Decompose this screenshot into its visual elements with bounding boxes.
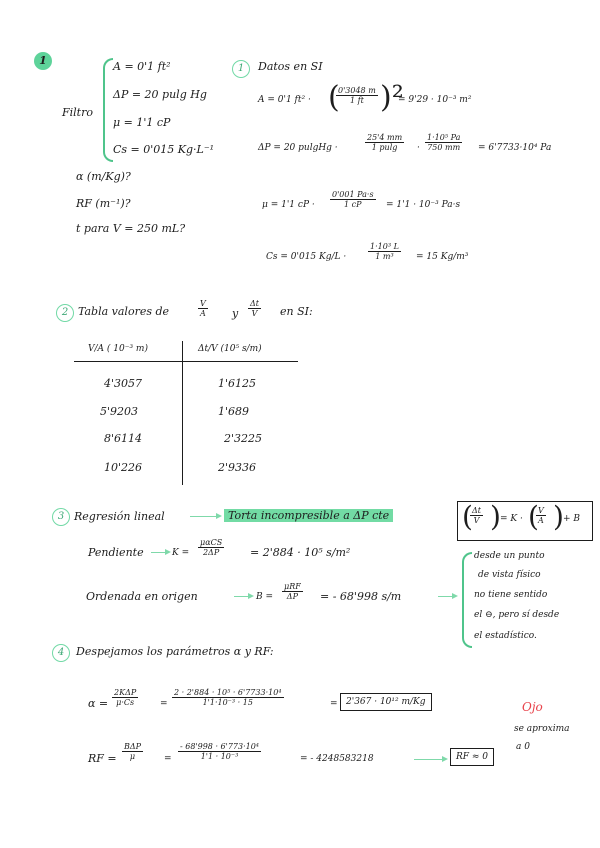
- datos-mu-result: = 1'1 · 10⁻³ Pa·s: [386, 200, 461, 210]
- eq-tail: + B: [563, 514, 581, 524]
- datos-badge: 1: [232, 60, 250, 78]
- givens-brace: [103, 58, 113, 162]
- datos-dP-result: = 6'7733·10⁴ Pa: [478, 143, 552, 153]
- note-line-1: desde un punto: [474, 551, 545, 561]
- pendiente-lhs: K =: [172, 548, 190, 558]
- rf-value: = - 4248583218: [300, 754, 374, 764]
- note-line-3: no tiene sentido: [474, 590, 548, 600]
- eq-va-frac: V A: [538, 506, 544, 525]
- datos-A-result: = 9'29 · 10⁻³ m²: [398, 95, 472, 105]
- note-brace: [462, 552, 472, 648]
- pendiente-arrow: [151, 552, 169, 553]
- tabla-row1-col2: 1'6125: [218, 377, 257, 390]
- datos-cs-lhs: Cs = 0'015 Kg/L ·: [266, 252, 347, 262]
- note-line-2: de vista físico: [478, 570, 541, 580]
- tabla-row4-col1: 10'226: [104, 461, 143, 474]
- given-concentration: Cs = 0'015 Kg·L⁻¹: [113, 143, 215, 156]
- ordenada-result: = - 68'998 s/m: [320, 590, 402, 603]
- datos-dP-dot: ·: [417, 143, 420, 153]
- note-line-4: el ⊖, pero sí desde: [474, 610, 560, 620]
- tabla-title-pre: Tabla valores de: [78, 305, 170, 318]
- unknown-time: t para V = 250 mL?: [76, 222, 186, 235]
- datos-mu-frac: 0'001 Pa·s 1 cP: [332, 190, 374, 209]
- tabla-and: y: [232, 307, 239, 320]
- alpha-frac-1: 2KΔP μ·Cs: [114, 688, 137, 707]
- regresion-badge: 3: [52, 508, 70, 526]
- eq-lhs-frac: Δt V: [472, 506, 481, 525]
- eq-paren2-open: (: [528, 500, 539, 533]
- tabla-frac-va: V A: [200, 299, 206, 318]
- ordenada-lhs: B =: [256, 592, 274, 602]
- section-1-badge: 1: [34, 52, 52, 70]
- tabla-row3-col2: 2'3225: [224, 432, 263, 445]
- eq-mid: = K ·: [500, 514, 523, 524]
- datos-dP-frac1: 25'4 mm 1 pulg: [367, 133, 403, 152]
- datos-A-paren-close: )²: [380, 80, 404, 115]
- datos-dP-frac2: 1·10⁵ Pa 750 mm: [427, 133, 461, 152]
- tabla-row3-col1: 8'6114: [104, 432, 143, 445]
- datos-cs-result: = 15 Kg/m³: [416, 252, 469, 262]
- tabla-row2-col2: 1'689: [218, 405, 250, 418]
- given-viscosity: μ = 1'1 cP: [113, 116, 171, 129]
- unknown-rf: RF (m⁻¹)?: [76, 197, 131, 210]
- tabla-row2-col1: 5'9203: [100, 405, 139, 418]
- datos-mu-lhs: μ = 1'1 cP ·: [262, 200, 315, 210]
- tabla-hline: [74, 361, 298, 362]
- tabla-row1-col1: 4'3057: [104, 377, 143, 390]
- alpha-eq2: =: [330, 699, 338, 709]
- pendiente-frac: μαCS 2ΔP: [200, 538, 223, 557]
- datos-cs-frac: 1·10³ L 1 m³: [370, 242, 399, 261]
- alpha-frac-2: 2 · 2'884 · 10⁵ · 6'7733·10⁴ 1'1·10⁻³ · 15: [174, 688, 282, 707]
- ordenada-note-arrow: [438, 596, 456, 597]
- ordenada-label: Ordenada en origen: [86, 590, 198, 603]
- datos-dP-lhs: ΔP = 20 pulgHg ·: [258, 143, 338, 153]
- tabla-title-post: en SI:: [280, 305, 313, 318]
- given-pressure: ΔP = 20 pulg Hg: [113, 88, 207, 101]
- filtro-label: Filtro: [62, 106, 93, 119]
- rf-arrow: [414, 759, 446, 760]
- alpha-eq: =: [160, 699, 168, 709]
- datos-A-frac: 0'3048 m 1 ft: [338, 86, 376, 105]
- tabla-col1-header: V/A ( 10⁻³ m): [88, 344, 148, 354]
- regresion-title: Regresión lineal: [74, 510, 165, 523]
- tabla-row4-col2: 2'9336: [218, 461, 257, 474]
- pendiente-result: = 2'884 · 10⁵ s/m²: [250, 546, 351, 559]
- ojo-note-1: se aproxima: [514, 724, 570, 734]
- tabla-col2-header: Δt/V (10⁵ s/m): [198, 344, 262, 354]
- ojo-note-2: a 0: [516, 742, 530, 752]
- datos-A-lhs: A = 0'1 ft² ·: [258, 95, 311, 105]
- rf-lhs: RF =: [88, 752, 117, 765]
- ordenada-frac: μRF ΔP: [284, 582, 301, 601]
- given-area: A = 0'1 ft²: [113, 60, 171, 73]
- note-line-5: el estadístico.: [474, 631, 537, 641]
- alpha-lhs: α =: [88, 697, 109, 710]
- rf-frac-1: BΔP μ: [124, 742, 142, 761]
- datos-title: Datos en SI: [258, 60, 323, 73]
- pendiente-label: Pendiente: [88, 546, 144, 559]
- regresion-arrow: [190, 516, 220, 517]
- tabla-badge: 2: [56, 304, 74, 322]
- eq-paren-open: (: [462, 500, 473, 533]
- eq-paren-close: ): [490, 500, 501, 533]
- eq-paren2-close: ): [553, 500, 564, 533]
- rf-frac-2: - 68'998 · 6'773·10⁴ 1'1 · 10⁻³: [180, 742, 260, 761]
- alpha-result: 2'367 · 10¹² m/Kg: [340, 693, 432, 711]
- unknown-alpha: α (m/Kg)?: [76, 170, 131, 183]
- tabla-vline: [182, 341, 183, 485]
- rf-eq: =: [164, 754, 172, 764]
- datos-A-paren: (: [328, 80, 340, 115]
- ojo-text: Ojo: [522, 700, 543, 714]
- ordenada-arrow: [234, 596, 252, 597]
- regresion-highlight: Torta incompresible a ΔP cte: [224, 509, 393, 522]
- despeje-badge: 4: [52, 644, 70, 662]
- tabla-frac-tv: Δt V: [250, 299, 259, 318]
- rf-result: RF ≈ 0: [450, 748, 494, 766]
- despeje-title: Despejamos los parámetros α y RF:: [76, 645, 274, 658]
